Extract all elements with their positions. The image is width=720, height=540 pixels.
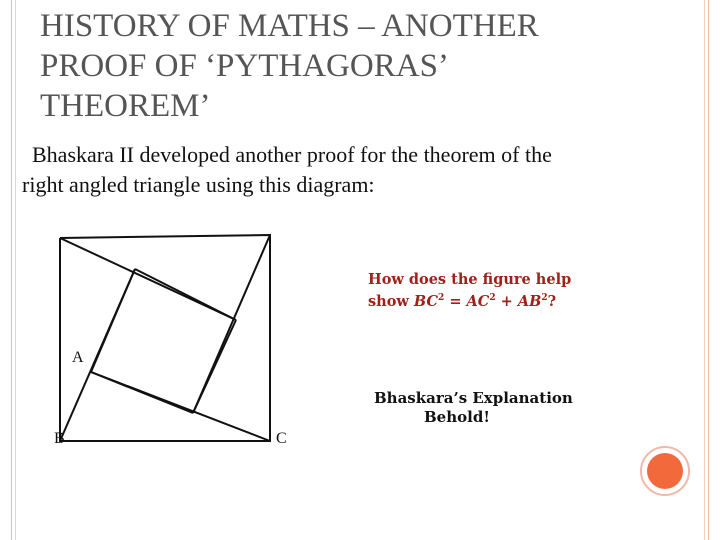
decorative-circle-fill [647, 453, 683, 489]
question-ac: AC [466, 292, 490, 310]
point-label-a: A [72, 349, 84, 366]
explanation-text [374, 389, 634, 427]
question-equals: = [444, 292, 467, 310]
explanation-line-1: Bhaskara’s Explanation [374, 389, 573, 407]
outer-square [60, 235, 270, 441]
slide-title: HISTORY OF MATHS – ANOTHER PROOF OF ‘PYTHAGORAS’ THEOREM’ [40, 8, 539, 124]
question-text [368, 270, 608, 311]
question-ab: AB [517, 292, 542, 310]
point-label-b: B [54, 430, 65, 447]
body-line-2: right angled triangle using this diagram: [22, 172, 375, 197]
body-line-1: Bhaskara II developed another proof for the theorem of the [32, 142, 552, 167]
question-prefix: How does the figure help show [368, 271, 572, 310]
question-plus: + [495, 292, 518, 310]
question-sup-1: 2 [438, 293, 445, 303]
question-bc: BC [413, 292, 438, 310]
inner-square-edge-1 [135, 269, 236, 320]
question-suffix: ? [547, 292, 557, 310]
point-label-c: C [276, 430, 287, 447]
inner-square-edge-4 [91, 269, 135, 372]
inner-square-edge-3 [91, 372, 193, 413]
inner-square-edge-2 [193, 320, 236, 413]
explanation-line-2: Behold! [424, 408, 490, 426]
question-sup-3: 2 [541, 293, 548, 303]
question-sup-2: 2 [489, 293, 496, 303]
